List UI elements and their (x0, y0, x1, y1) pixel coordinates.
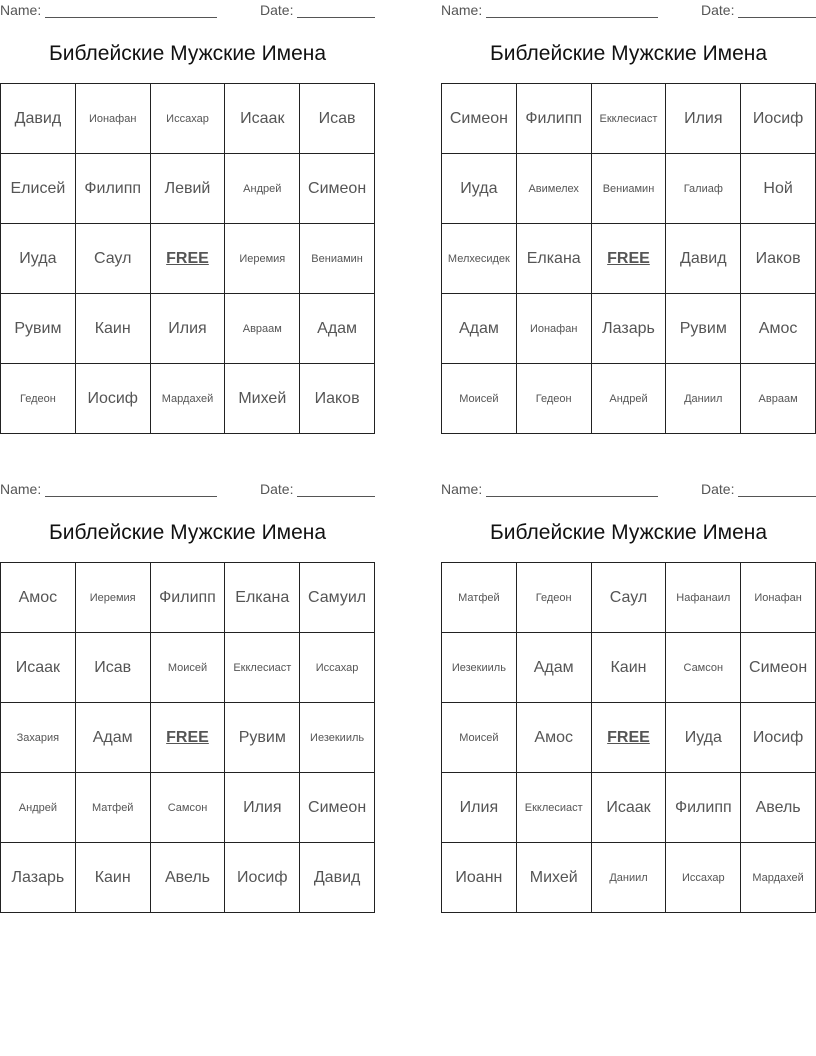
bingo-cell: Ной (741, 154, 816, 224)
bingo-cell: Лазарь (592, 294, 667, 364)
bingo-cell: Илия (442, 773, 517, 843)
bingo-cell: Авимелех (517, 154, 592, 224)
bingo-cell: Иосиф (76, 364, 151, 434)
bingo-cell: Елкана (225, 563, 300, 633)
bingo-cell: Саул (592, 563, 667, 633)
bingo-cell: Амос (1, 563, 76, 633)
bingo-cell: Филипп (666, 773, 741, 843)
bingo-cell: Андрей (225, 154, 300, 224)
bingo-cell: Адам (517, 633, 592, 703)
bingo-cell: Иаков (300, 364, 375, 434)
bingo-cell: Иуда (666, 703, 741, 773)
bingo-cell: Иуда (1, 224, 76, 294)
bingo-cell: Иссахар (151, 84, 226, 154)
bingo-grid (441, 562, 816, 913)
date-label: Date: (701, 2, 735, 18)
bingo-cell: Моисей (151, 633, 226, 703)
bingo-cell: Ионафан (76, 84, 151, 154)
name-line[interactable] (486, 17, 658, 18)
bingo-cell: Галиаф (666, 154, 741, 224)
bingo-cell: Моисей (442, 703, 517, 773)
bingo-cell: Самуил (300, 563, 375, 633)
bingo-cell: Авель (151, 843, 226, 913)
bingo-cell: Михей (225, 364, 300, 434)
date-label: Date: (701, 481, 735, 497)
bingo-cell: Даниил (592, 843, 667, 913)
bingo-cell: Адам (442, 294, 517, 364)
card-title: Библейские Мужские Имена (489, 521, 768, 544)
bingo-cell: Илия (666, 84, 741, 154)
bingo-cell: Филипп (76, 154, 151, 224)
card-header (0, 481, 375, 499)
bingo-grid (0, 83, 375, 434)
bingo-cell: Гедеон (517, 364, 592, 434)
bingo-cell: Давид (666, 224, 741, 294)
bingo-cell: Каин (76, 294, 151, 364)
date-label: Date: (260, 481, 294, 497)
bingo-cell: Иаков (741, 224, 816, 294)
bingo-cell: Самсон (666, 633, 741, 703)
date-line[interactable] (738, 496, 816, 497)
bingo-cell: Амос (741, 294, 816, 364)
bingo-cell: Левий (151, 154, 226, 224)
bingo-cell: Екклесиаст (225, 633, 300, 703)
bingo-cell: Адам (76, 703, 151, 773)
date-label: Date: (260, 2, 294, 18)
bingo-cell: Симеон (442, 84, 517, 154)
bingo-cell: Елисей (1, 154, 76, 224)
bingo-cell: Гедеон (517, 563, 592, 633)
name-line[interactable] (45, 17, 217, 18)
bingo-cell: Давид (300, 843, 375, 913)
bingo-cell: Екклесиаст (517, 773, 592, 843)
bingo-cell: Ионафан (741, 563, 816, 633)
bingo-cell: Иеремия (225, 224, 300, 294)
name-line[interactable] (45, 496, 217, 497)
bingo-cell: Исаак (225, 84, 300, 154)
bingo-cell: Иссахар (666, 843, 741, 913)
bingo-card (441, 0, 816, 435)
bingo-cell: Филипп (151, 563, 226, 633)
bingo-cell: Илия (151, 294, 226, 364)
bingo-cell: Симеон (741, 633, 816, 703)
card-title: Библейские Мужские Имена (489, 42, 768, 65)
bingo-cell: Иезекииль (442, 633, 517, 703)
bingo-cell: Исаак (592, 773, 667, 843)
bingo-cell: Мардахей (741, 843, 816, 913)
bingo-cell: Матфей (76, 773, 151, 843)
card-header (441, 2, 816, 20)
date-line[interactable] (297, 496, 375, 497)
bingo-cell: Михей (517, 843, 592, 913)
bingo-cell: Андрей (592, 364, 667, 434)
bingo-cell: Исаак (1, 633, 76, 703)
bingo-card (0, 479, 375, 914)
bingo-cell: Рувим (666, 294, 741, 364)
bingo-cell: Каин (76, 843, 151, 913)
bingo-cell: Самсон (151, 773, 226, 843)
date-line[interactable] (738, 17, 816, 18)
card-title: Библейские Мужские Имена (48, 42, 327, 65)
bingo-card (0, 0, 375, 435)
bingo-cell: Симеон (300, 773, 375, 843)
bingo-cell: Иуда (442, 154, 517, 224)
bingo-cell: Иезекииль (300, 703, 375, 773)
name-line[interactable] (486, 496, 658, 497)
bingo-cell: Иеремия (76, 563, 151, 633)
bingo-cell: Иосиф (741, 703, 816, 773)
free-cell: FREE (592, 703, 667, 773)
bingo-cell: Рувим (1, 294, 76, 364)
bingo-cell: Екклесиаст (592, 84, 667, 154)
bingo-cell: Авраам (225, 294, 300, 364)
bingo-cell: Амос (517, 703, 592, 773)
bingo-cell: Мардахей (151, 364, 226, 434)
bingo-cell: Адам (300, 294, 375, 364)
name-label: Name: (441, 481, 483, 497)
card-header (0, 2, 375, 20)
bingo-cell: Илия (225, 773, 300, 843)
bingo-cell: Моисей (442, 364, 517, 434)
bingo-cell: Даниил (666, 364, 741, 434)
bingo-cell: Иосиф (225, 843, 300, 913)
bingo-card (441, 479, 816, 914)
bingo-cell: Филипп (517, 84, 592, 154)
bingo-cell: Симеон (300, 154, 375, 224)
name-label: Name: (0, 481, 42, 497)
bingo-cell: Каин (592, 633, 667, 703)
bingo-cell: Давид (1, 84, 76, 154)
date-line[interactable] (297, 17, 375, 18)
name-label: Name: (441, 2, 483, 18)
bingo-cell: Авраам (741, 364, 816, 434)
bingo-cell: Ионафан (517, 294, 592, 364)
card-header (441, 481, 816, 499)
bingo-cell: Нафанаил (666, 563, 741, 633)
bingo-cell: Вениамин (592, 154, 667, 224)
bingo-cell: Рувим (225, 703, 300, 773)
bingo-cell: Иосиф (741, 84, 816, 154)
bingo-cell: Гедеон (1, 364, 76, 434)
bingo-grid (441, 83, 816, 434)
bingo-cell: Вениамин (300, 224, 375, 294)
bingo-cell: Лазарь (1, 843, 76, 913)
bingo-cell: Елкана (517, 224, 592, 294)
card-title: Библейские Мужские Имена (48, 521, 327, 544)
bingo-cell: Матфей (442, 563, 517, 633)
bingo-cell: Исав (300, 84, 375, 154)
bingo-cell: Исав (76, 633, 151, 703)
bingo-cell: Иссахар (300, 633, 375, 703)
bingo-cell: Мелхесидек (442, 224, 517, 294)
bingo-grid (0, 562, 375, 913)
free-cell: FREE (151, 703, 226, 773)
free-cell: FREE (592, 224, 667, 294)
bingo-cell: Авель (741, 773, 816, 843)
bingo-cell: Иоанн (442, 843, 517, 913)
bingo-cell: Андрей (1, 773, 76, 843)
name-label: Name: (0, 2, 42, 18)
bingo-cell: Захария (1, 703, 76, 773)
bingo-cell: Саул (76, 224, 151, 294)
free-cell: FREE (151, 224, 226, 294)
